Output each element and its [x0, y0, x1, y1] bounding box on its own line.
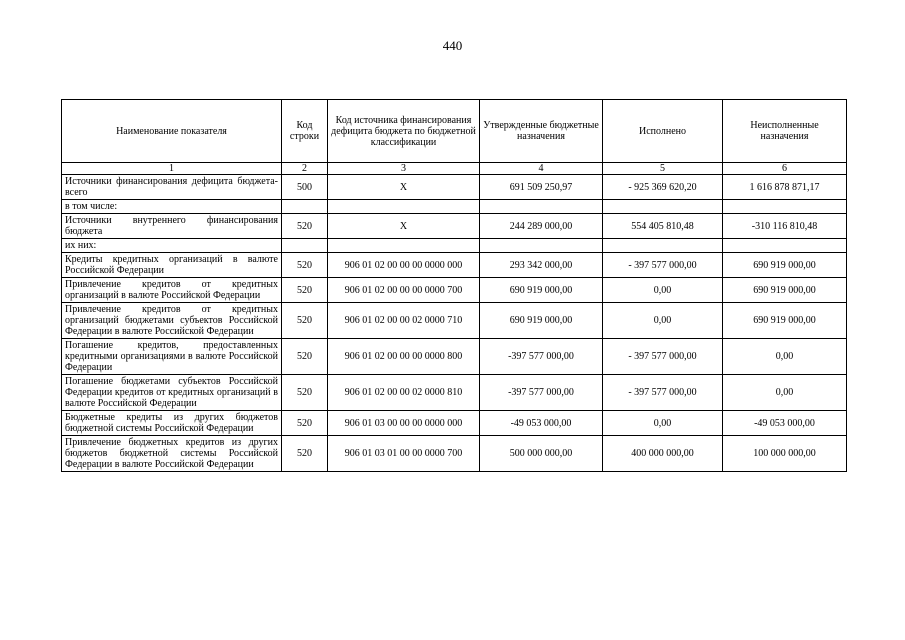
approved-value: 244 289 000,00 [480, 214, 603, 239]
unexecuted-value [723, 239, 847, 253]
page-number: 440 [442, 38, 463, 53]
approved-value: -49 053 000,00 [480, 411, 603, 436]
approved-value: 293 342 000,00 [480, 253, 603, 278]
indicator-name: Источники финансирования дефицита бюджета- всего [62, 175, 282, 200]
table-row [62, 278, 847, 303]
line-code [282, 239, 328, 253]
header-indicator-name: Наименование показателя [62, 100, 282, 163]
executed-value: - 397 577 000,00 [603, 339, 723, 375]
unexecuted-value: 1 616 878 871,17 [723, 175, 847, 200]
table-row [62, 253, 847, 278]
table-row [62, 200, 847, 214]
unexecuted-value: 0,00 [723, 339, 847, 375]
source-code: 906 01 03 01 00 00 0000 700 [328, 436, 480, 472]
header-approved: Утвержденные бюджетные назначения [480, 100, 603, 163]
approved-value: 690 919 000,00 [480, 278, 603, 303]
source-code: 906 01 02 00 00 02 0000 810 [328, 375, 480, 411]
approved-value [480, 239, 603, 253]
unexecuted-value: 0,00 [723, 375, 847, 411]
line-code: 520 [282, 303, 328, 339]
unexecuted-value: 690 919 000,00 [723, 303, 847, 339]
line-code: 520 [282, 436, 328, 472]
source-code: 906 01 02 00 00 00 0000 000 [328, 253, 480, 278]
approved-value: -397 577 000,00 [480, 375, 603, 411]
executed-value: - 397 577 000,00 [603, 375, 723, 411]
source-code: 906 01 03 00 00 00 0000 000 [328, 411, 480, 436]
line-code: 520 [282, 375, 328, 411]
unexecuted-value [723, 200, 847, 214]
approved-value [480, 200, 603, 214]
indicator-name: Бюджетные кредиты из других бюджетов бюджетной системы Российской Федерации [62, 411, 282, 436]
indicator-name: Привлечение кредитов от кредитных организаций бюджетами субъектов Российской Федерации в валюте Российской Федерации [62, 303, 282, 339]
table-row [62, 214, 847, 239]
table-row [62, 436, 847, 472]
executed-value: 554 405 810,48 [603, 214, 723, 239]
indicator-name: Источники внутреннего финансирования бюджета [62, 214, 282, 239]
column-number: 4 [480, 163, 603, 175]
column-number-row [62, 163, 847, 175]
line-code: 520 [282, 339, 328, 375]
approved-value: 690 919 000,00 [480, 303, 603, 339]
line-code [282, 200, 328, 214]
approved-value: -397 577 000,00 [480, 339, 603, 375]
source-code [328, 239, 480, 253]
line-code: 500 [282, 175, 328, 200]
source-code: 906 01 02 00 00 00 0000 800 [328, 339, 480, 375]
approved-value: 500 000 000,00 [480, 436, 603, 472]
executed-value: 400 000 000,00 [603, 436, 723, 472]
column-number: 2 [282, 163, 328, 175]
executed-value [603, 200, 723, 214]
table-row [62, 239, 847, 253]
unexecuted-value: 100 000 000,00 [723, 436, 847, 472]
source-code: 906 01 02 00 00 00 0000 700 [328, 278, 480, 303]
budget-sources-table [61, 99, 847, 472]
approved-value: 691 509 250,97 [480, 175, 603, 200]
executed-value: 0,00 [603, 411, 723, 436]
indicator-name: Кредиты кредитных организаций в валюте Российской Федерации [62, 253, 282, 278]
source-code: X [328, 175, 480, 200]
column-number: 3 [328, 163, 480, 175]
source-code: X [328, 214, 480, 239]
line-code: 520 [282, 411, 328, 436]
line-code: 520 [282, 253, 328, 278]
unexecuted-value: -310 116 810,48 [723, 214, 847, 239]
source-code [328, 200, 480, 214]
column-number: 6 [723, 163, 847, 175]
table-row [62, 339, 847, 375]
header-unexecuted: Неисполненные назначения [723, 100, 847, 163]
executed-value [603, 239, 723, 253]
header-source-code: Код источника финансирования дефицита бюджета по бюджетной классификации [328, 100, 480, 163]
executed-value: 0,00 [603, 278, 723, 303]
source-code: 906 01 02 00 00 02 0000 710 [328, 303, 480, 339]
table-row [62, 303, 847, 339]
indicator-name: Погашение бюджетами субъектов Российской Федерации кредитов от кредитных организаций в валюте Российской Федерации [62, 375, 282, 411]
line-code: 520 [282, 278, 328, 303]
unexecuted-value: 690 919 000,00 [723, 253, 847, 278]
indicator-name: Привлечение бюджетных кредитов из других бюджетов бюджетной системы Российской Федерации в валюте Российской Федерации [62, 436, 282, 472]
column-number: 1 [62, 163, 282, 175]
table-row [62, 175, 847, 200]
indicator-name: в том числе: [62, 200, 282, 214]
header-row [62, 100, 847, 163]
header-executed: Исполнено [603, 100, 723, 163]
unexecuted-value: -49 053 000,00 [723, 411, 847, 436]
column-number: 5 [603, 163, 723, 175]
indicator-name: Погашение кредитов, предоставленных кредитными организациями в валюте Российской Федерации [62, 339, 282, 375]
indicator-name: Привлечение кредитов от кредитных организаций в валюте Российской Федерации [62, 278, 282, 303]
header-line-code: Код строки [282, 100, 328, 163]
table-row [62, 411, 847, 436]
table-row [62, 375, 847, 411]
executed-value: - 397 577 000,00 [603, 253, 723, 278]
line-code: 520 [282, 214, 328, 239]
unexecuted-value: 690 919 000,00 [723, 278, 847, 303]
executed-value: 0,00 [603, 303, 723, 339]
indicator-name: их них: [62, 239, 282, 253]
executed-value: - 925 369 620,20 [603, 175, 723, 200]
